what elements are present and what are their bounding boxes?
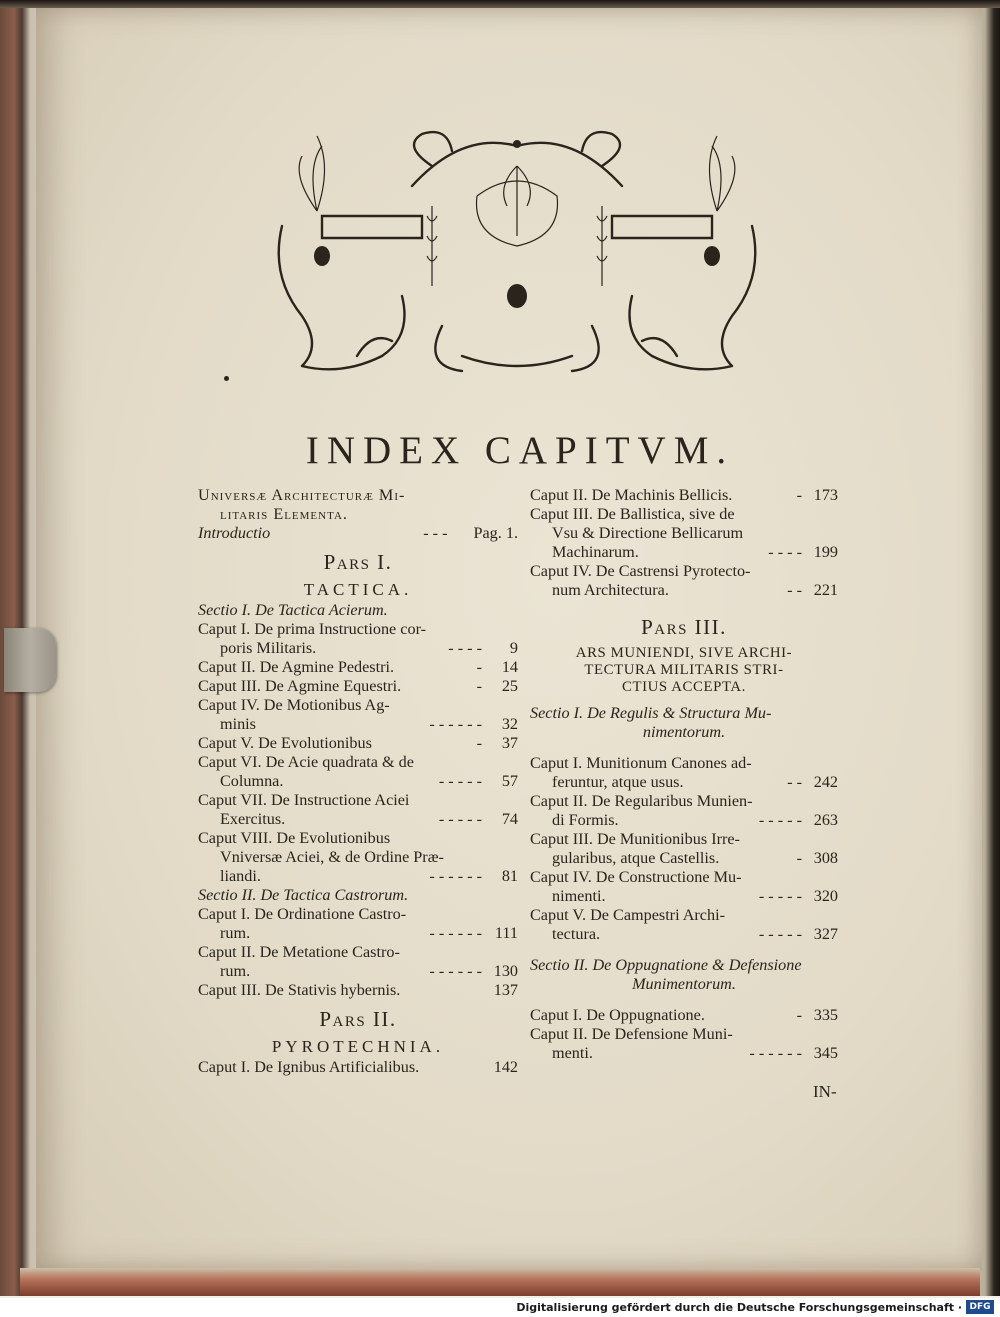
toc-entry-text: Columna. — [220, 772, 284, 790]
intro-dashes: - - - — [423, 524, 448, 542]
toc-entry-line — [530, 1044, 838, 1063]
toc-entry-line — [530, 925, 838, 944]
toc-entry-text: Caput II. De Defensione Muni- — [530, 1025, 733, 1043]
toc-leader-dashes: - - - - - — [758, 925, 802, 943]
toc-entry — [530, 505, 838, 562]
toc-leader-dashes: - — [476, 658, 482, 676]
toc-entry-line — [198, 905, 518, 924]
toc-entry-text: Caput I. De Ordinatione Castro- — [198, 905, 407, 923]
toc-entry-text: Caput I. Munitionum Canones ad- — [530, 754, 752, 772]
toc-page-number: 263 — [813, 811, 838, 829]
toc-entry-text: Caput I. De Ignibus Artificialibus. — [198, 1058, 420, 1076]
toc-entry-text: Caput I. De Oppugnatione. — [530, 1006, 705, 1024]
toc-entry-text: Caput VIII. De Evolutionibus — [198, 829, 391, 847]
sectio-2-heading: Sectio II. De Tactica Castrorum. — [198, 886, 409, 904]
toc-entry-line — [530, 849, 838, 868]
ink-dot — [224, 376, 229, 381]
toc-leader-dashes: - - — [787, 581, 802, 599]
ars-line-3: CTIUS ACCEPTA. — [622, 679, 746, 695]
toc-entry-text: tectura. — [552, 925, 601, 943]
toc-entry — [530, 1025, 838, 1063]
toc-page-number: 199 — [813, 543, 838, 561]
page-title: INDEX CAPITVM. — [305, 429, 735, 472]
toc-entry-text: Caput II. De Metatione Castro- — [198, 943, 400, 961]
toc-entry-text: Caput II. De Regularibus Munien- — [530, 792, 753, 810]
toc-entry — [530, 906, 838, 944]
toc-entry-text: poris Militaris. — [220, 639, 317, 657]
work-heading-line2: litaris Elementa. — [220, 505, 348, 523]
right-sectio-2-line1: Sectio II. De Oppugnatione & Defensione — [530, 956, 802, 974]
toc-entry-line — [198, 658, 518, 677]
toc-entry-text: Vniversæ Aciei, & de Ordine Præ- — [220, 848, 444, 866]
toc-page-number: 74 — [501, 810, 518, 828]
toc-leader-dashes: - — [796, 1006, 802, 1024]
toc-entry-line — [198, 981, 518, 1000]
toc-entry-text: feruntur, atque usus. — [552, 773, 684, 791]
ars-line-1: ARS MUNIENDI, SIVE ARCHI- — [575, 645, 793, 661]
toc-page-number: 111 — [494, 924, 518, 942]
toc-leader-dashes: - - - - - - — [429, 924, 482, 942]
toc-entry-line — [198, 943, 518, 962]
toc-entry — [198, 981, 518, 1000]
toc-page-number: 308 — [813, 849, 838, 867]
toc-leader-dashes: - - - - - — [758, 811, 802, 829]
toc-entry-text: di Formis. — [552, 811, 619, 829]
toc-entry — [530, 792, 838, 830]
left-column — [198, 486, 518, 1077]
toc-entry-line — [530, 1025, 838, 1044]
toc-page-number: 37 — [501, 734, 518, 752]
toc-entry-text: Caput I. De prima Instructione cor- — [198, 620, 427, 638]
toc-leader-dashes: - - - - - - — [429, 867, 482, 885]
toc-entry-text: Caput III. De Agmine Equestri. — [198, 677, 402, 695]
toc-entry-text: Caput V. De Campestri Archi- — [530, 906, 725, 924]
toc-entry — [198, 734, 518, 753]
toc-leader-dashes: - - - - - — [758, 887, 802, 905]
intro-page: Pag. 1. — [473, 524, 518, 542]
toc-leader-dashes: - - - - - - — [429, 962, 482, 980]
toc-entry-text: Caput II. De Machinis Bellicis. — [530, 486, 733, 504]
intro-text: Introductio — [198, 524, 271, 542]
ars-line-2: TECTURA MILITARIS STRI- — [584, 662, 784, 678]
toc-entry-text: Exercitus. — [220, 810, 286, 828]
toc-leader-dashes: - - - - - — [438, 810, 482, 828]
toc-entry-text: Caput V. De Evolutionibus — [198, 734, 372, 752]
toc-entry — [530, 1006, 838, 1025]
toc-entry-line — [198, 620, 518, 639]
left-chapters-1 — [198, 620, 518, 886]
toc-entry-text: Caput IV. De Constructione Mu- — [530, 868, 742, 886]
toc-entry — [530, 868, 838, 906]
right-sectio-2-line2: Munimentorum. — [632, 975, 736, 993]
right-chapters-1 — [530, 754, 838, 944]
toc-entry — [198, 677, 518, 696]
right-chapters-2 — [530, 1006, 838, 1063]
toc-entry-text: Caput III. De Munitionibus Irre- — [530, 830, 740, 848]
ornament-headpiece — [262, 126, 772, 378]
toc-page-number: 130 — [493, 962, 518, 980]
toc-entry — [198, 829, 518, 886]
toc-entry-line — [530, 906, 838, 925]
toc-entry-line — [198, 848, 518, 867]
pars-2-heading: Pars II. — [319, 1007, 397, 1031]
toc-entry-line — [530, 754, 838, 773]
right-sectio-1-line2: nimentorum. — [642, 723, 726, 741]
toc-page-number: 9 — [509, 639, 518, 657]
toc-leader-dashes: - — [476, 734, 482, 752]
toc-entry-text: Caput VI. De Acie quadrata & de — [198, 753, 414, 771]
toc-entry — [530, 754, 838, 792]
toc-entry-text: Caput IV. De Castrensi Pyrotecto- — [530, 562, 751, 580]
pars-3-heading: Pars III. — [641, 615, 727, 639]
toc-entry-line — [530, 562, 838, 581]
right-sectio-1-line1: Sectio I. De Regulis & Structura Mu- — [530, 704, 772, 722]
toc-page-number: 327 — [813, 925, 838, 943]
toc-leader-dashes: - - — [787, 773, 802, 791]
toc-entry-line — [198, 753, 518, 772]
toc-leader-dashes: - - - - - - — [429, 715, 482, 733]
toc-entry-text: num Architectura. — [552, 581, 669, 599]
toc-entry-line — [198, 715, 518, 734]
catchword: IN- — [813, 1082, 837, 1101]
toc-entry-line — [530, 505, 838, 524]
toc-entry — [198, 658, 518, 677]
toc-leader-dashes: - - - - - - — [749, 1044, 802, 1062]
toc-entry — [198, 753, 518, 791]
tactica-heading: TACTICA. — [303, 580, 413, 599]
dfg-logo: DFG — [966, 1300, 994, 1314]
pyrotechnia-heading: PYROTECHNIA. — [271, 1037, 445, 1056]
toc-leader-dashes: - — [796, 486, 802, 504]
toc-entry-line — [198, 677, 518, 696]
toc-entry-text: nimenti. — [552, 887, 606, 905]
toc-leader-dashes: - — [796, 849, 802, 867]
toc-entry-line — [198, 829, 518, 848]
toc-page-number: 320 — [813, 887, 838, 905]
toc-entry — [530, 486, 838, 505]
left-chapters-2 — [198, 905, 518, 1000]
toc-entry-text: Caput III. De Stativis hybernis. — [198, 981, 401, 999]
right-column — [530, 486, 838, 1063]
toc-entry-line — [530, 581, 838, 600]
toc-page-number: 335 — [813, 1006, 838, 1024]
toc-entry-text: Caput VII. De Instructione Aciei — [198, 791, 410, 809]
toc-entry — [198, 620, 518, 658]
toc-entry-line — [198, 924, 518, 943]
toc-entry-text: rum. — [220, 924, 251, 942]
toc-entry-text: Vsu & Directione Bellicarum — [552, 524, 744, 542]
toc-entry-text: Caput III. De Ballistica, sive de — [530, 505, 735, 523]
toc-entry-line — [198, 696, 518, 715]
footer-text: Digitalisierung gefördert durch die Deutsche Forschungsgemeinschaft · — [516, 1301, 962, 1314]
toc-entry — [530, 562, 838, 600]
toc-page-number: 137 — [493, 981, 518, 999]
toc-entry-line — [530, 811, 838, 830]
intro-entry — [198, 524, 518, 543]
pars-1-heading: Pars I. — [323, 550, 393, 574]
toc-page-number: 242 — [813, 773, 838, 791]
toc-entry-line — [530, 868, 838, 887]
toc-entry-line — [198, 810, 518, 829]
scan-top-edge — [0, 0, 1000, 8]
toc-page-number: 81 — [501, 867, 518, 885]
toc-entry-text: Machinarum. — [552, 543, 639, 561]
toc-leader-dashes: - - - - - — [438, 772, 482, 790]
toc-entry-line — [530, 830, 838, 849]
right-chapters-top — [530, 486, 838, 600]
toc-page-number: 173 — [813, 486, 838, 504]
toc-entry-text: Caput IV. De Motionibus Ag- — [198, 696, 390, 714]
toc-entry-line — [530, 543, 838, 562]
toc-entry-text: rum. — [220, 962, 251, 980]
toc-entry-line — [198, 791, 518, 810]
toc-page-number: 221 — [813, 581, 838, 599]
toc-entry-line — [530, 887, 838, 906]
toc-entry-text: minis — [220, 715, 256, 733]
toc-entry-text: Caput II. De Agmine Pedestri. — [198, 658, 395, 676]
toc-page-number: 14 — [501, 658, 518, 676]
toc-entry-text: liandi. — [220, 867, 261, 885]
toc-entry-line — [198, 867, 518, 886]
toc-page-number: 32 — [501, 715, 518, 733]
toc-page-number: 25 — [501, 677, 518, 695]
toc-entry-line — [198, 1058, 518, 1077]
toc-page-number: 345 — [813, 1044, 838, 1062]
toc-entry-line — [530, 486, 838, 505]
toc-entry — [198, 1058, 518, 1077]
toc-page-number: 142 — [493, 1058, 518, 1076]
book-edge — [20, 1268, 980, 1296]
toc-leader-dashes: - — [476, 677, 482, 695]
work-heading-line1: Universæ Architecturæ Mi- — [198, 486, 406, 504]
toc-entry — [198, 905, 518, 943]
toc-leader-dashes: - - - - — [448, 639, 482, 657]
toc-entry-line — [198, 772, 518, 791]
toc-page-number: 57 — [501, 772, 518, 790]
toc-entry — [198, 791, 518, 829]
toc-entry-line — [198, 962, 518, 981]
toc-leader-dashes: - - - - — [768, 543, 802, 561]
toc-entry-line — [198, 734, 518, 753]
sectio-1-heading: Sectio I. De Tactica Acierum. — [198, 601, 388, 619]
page-clip — [4, 628, 56, 692]
ars-muniendi-heading — [530, 645, 838, 696]
toc-entry-line — [198, 639, 518, 658]
left-chapters-3 — [198, 1058, 518, 1077]
toc-entry — [198, 943, 518, 981]
toc-entry-line — [530, 524, 838, 543]
toc-entry-line — [530, 792, 838, 811]
toc-entry-text: gularibus, atque Castellis. — [552, 849, 720, 867]
toc-entry-line — [530, 773, 838, 792]
toc-entry — [198, 696, 518, 734]
digitization-footer — [0, 1298, 1000, 1317]
toc-entry-line — [530, 1006, 838, 1025]
toc-entry-text: menti. — [552, 1044, 593, 1062]
toc-entry — [530, 830, 838, 868]
